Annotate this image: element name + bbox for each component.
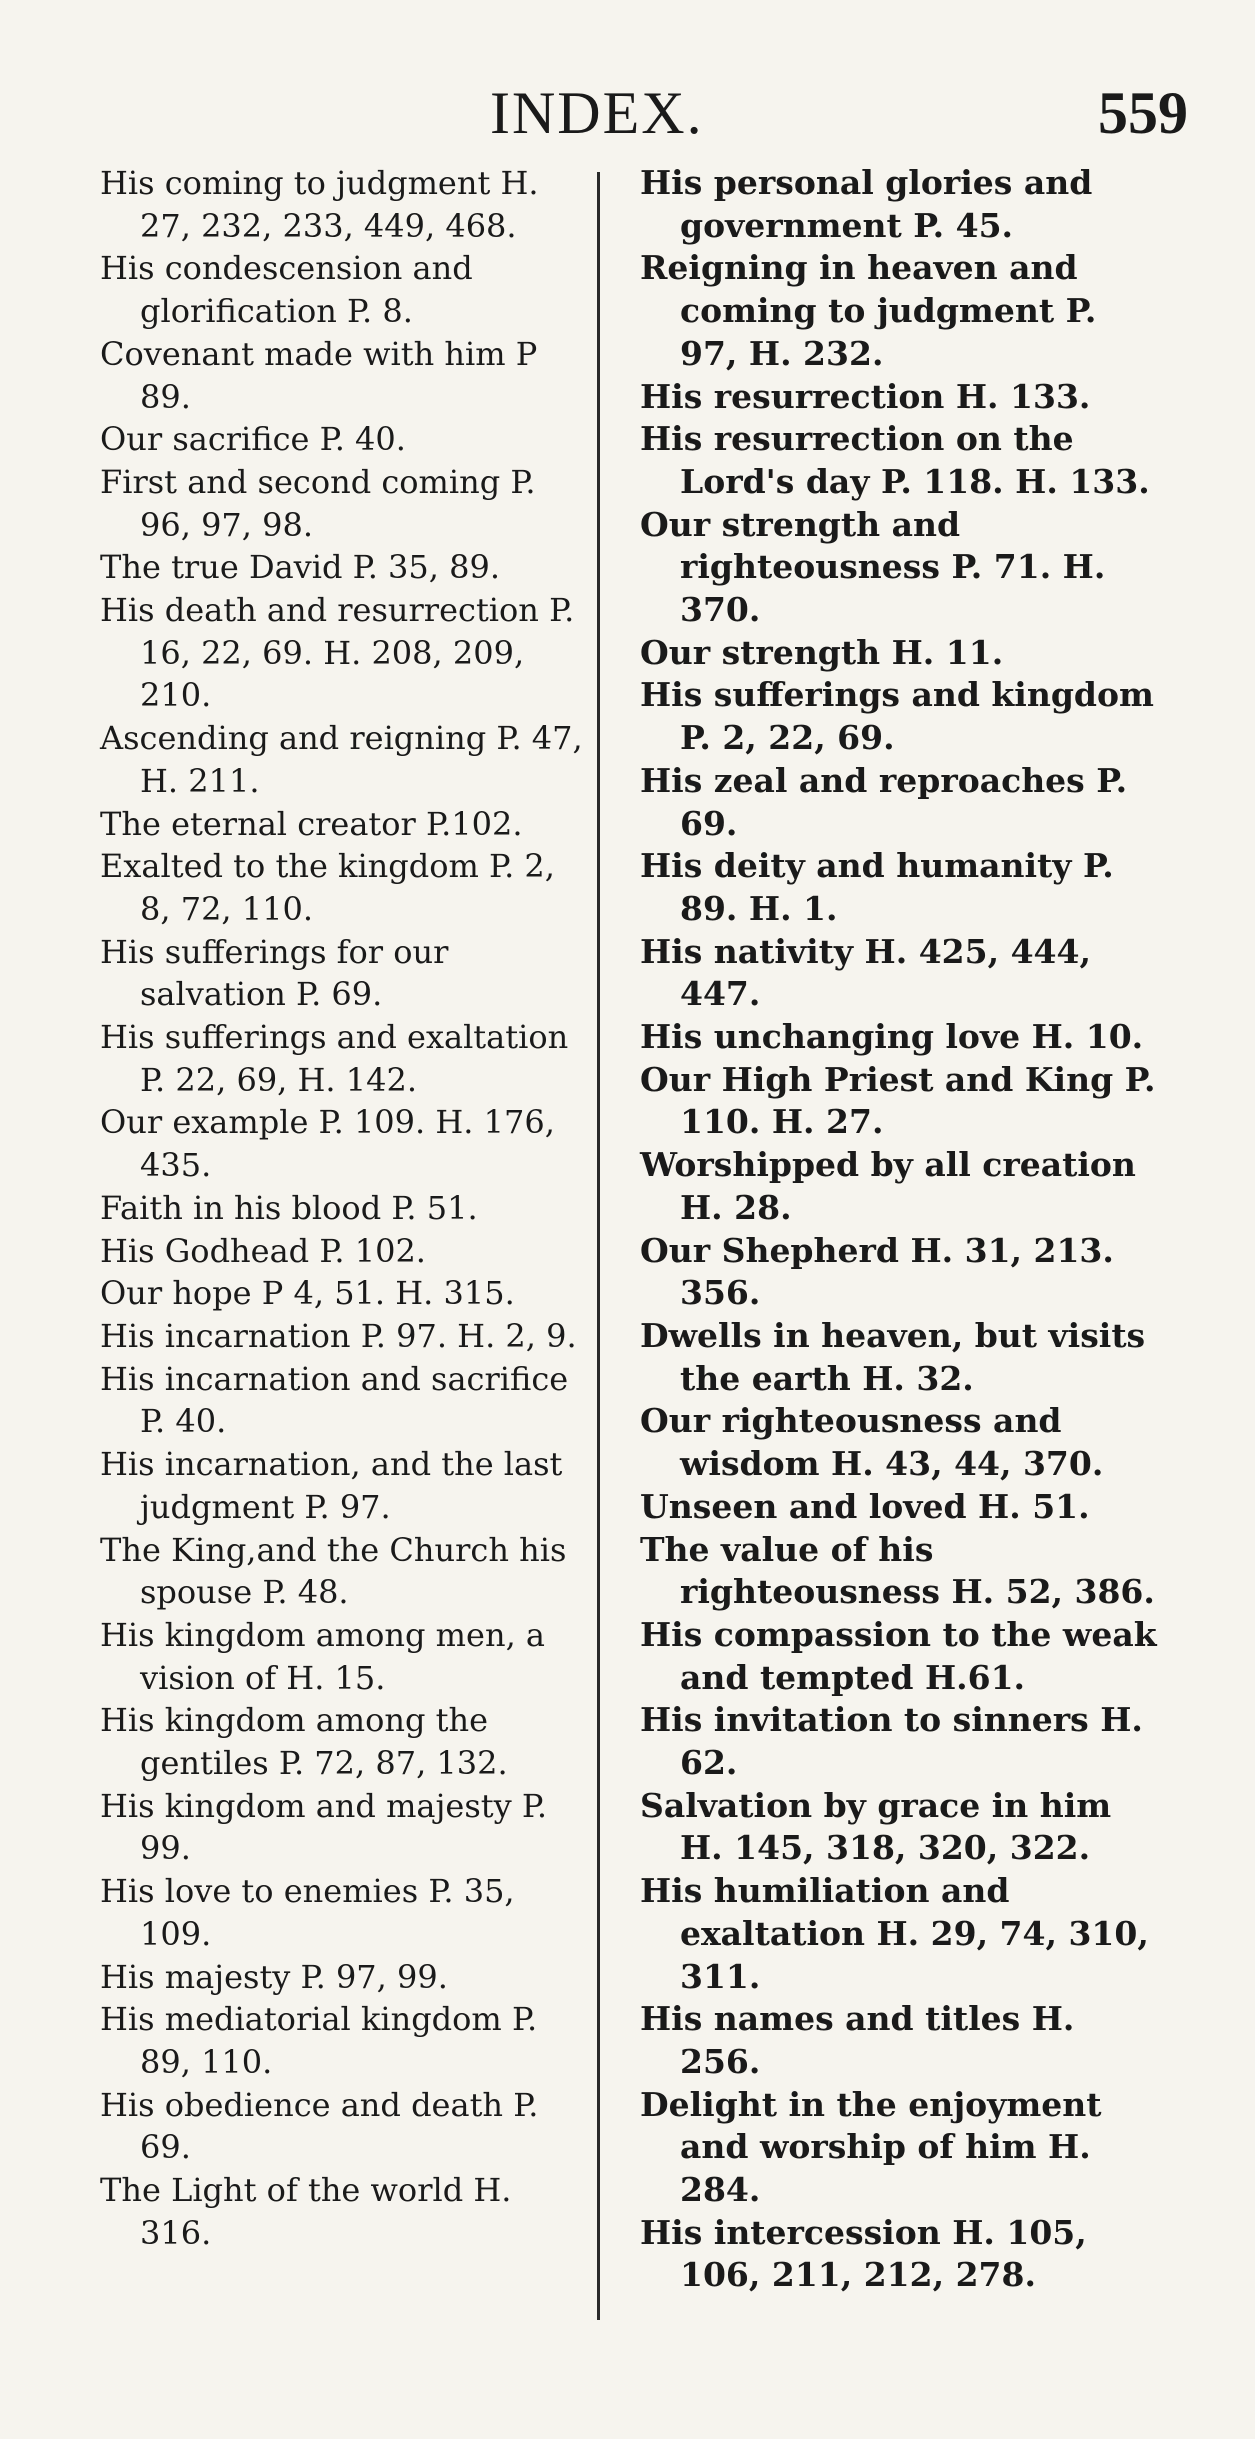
index-entry: His obedience and death P. 69. bbox=[100, 2085, 539, 2167]
index-entry: His sufferings for our salvation P. 69. bbox=[100, 932, 449, 1014]
index-entry: His zeal and reproaches P. 69. bbox=[640, 760, 1128, 843]
index-entry: Our righteousness and wisdom H. 43, 44, 370. bbox=[640, 1401, 1104, 1484]
index-entry: Our High Priest and King P. 110. H. 27. bbox=[640, 1059, 1156, 1142]
index-entry: His resurrection H. 133. bbox=[640, 376, 1091, 416]
index-entry: Our strength H. 11. bbox=[640, 632, 1004, 672]
index-entry: The Light of the world H. 316. bbox=[100, 2171, 512, 2252]
index-entry: Exalted to the kingdom P. 2, 8, 72, 110. bbox=[100, 847, 555, 928]
index-entry: His coming to judgment H. 27, 232, 233, 449, 468. bbox=[100, 164, 539, 245]
index-entry: His incarnation and sacrifice P. 40. bbox=[100, 1359, 569, 1441]
index-entry: The eternal creator P.102. bbox=[100, 804, 523, 843]
index-entry: His nativity H. 425, 444, 447. bbox=[640, 931, 1091, 1014]
page-title: INDEX. bbox=[490, 80, 704, 146]
index-entry: Our strength and righteousness P. 71. H. 370. bbox=[640, 504, 1106, 630]
index-entry: His unchanging love H. 10. bbox=[640, 1017, 1144, 1057]
index-entry: His kingdom and majesty P. 99. bbox=[100, 1786, 548, 1868]
index-entry: His incarnation P. 97. H. 2, 9. bbox=[100, 1316, 577, 1355]
index-entry: His kingdom among the gentiles P. 72, 87, 132. bbox=[100, 1701, 508, 1783]
index-entry: His love to enemies P. 35, 109. bbox=[100, 1872, 515, 1953]
index-entry: First and second coming P. 96, 97, 98. bbox=[100, 462, 536, 544]
index-entry: Worshipped by all creation H. 28. bbox=[640, 1145, 1136, 1227]
index-entry: His compassion to the weak and tempted H.61. bbox=[640, 1614, 1157, 1697]
index-entry: Our sacrifice P. 40. bbox=[100, 420, 406, 459]
index-entry: His sufferings and exaltation P. 22, 69, H. 142. bbox=[100, 1018, 569, 1099]
index-entry: The true David P. 35, 89. bbox=[100, 548, 500, 587]
index-entry: His mediatorial kingdom P. 89, 110. bbox=[100, 2000, 538, 2081]
index-right-column bbox=[640, 162, 1160, 2297]
index-entry: His invitation to sinners H. 62. bbox=[640, 1700, 1143, 1783]
index-entry: Our example P. 109. H. 176, 435. bbox=[100, 1103, 555, 1185]
index-entry: Delight in the enjoyment and worship of him H. 284. bbox=[640, 2084, 1102, 2210]
page-number: 559 bbox=[1098, 80, 1188, 146]
index-entry: Faith in his blood P. 51. bbox=[100, 1188, 478, 1227]
index-entry: The King,and the Church his spouse P. 48. bbox=[100, 1530, 567, 1612]
index-entry: Unseen and loved H. 51. bbox=[640, 1486, 1090, 1526]
index-entry: His resurrection on the Lord's day P. 118. H. 133. bbox=[640, 419, 1150, 501]
index-entry: Ascending and reigning P. 47, H. 211. bbox=[100, 719, 583, 800]
index-entry: Covenant made with him P 89. bbox=[100, 334, 538, 416]
index-entry: His humiliation and exaltation H. 29, 74, 310, 311. bbox=[640, 1871, 1149, 1996]
index-entry: Reigning in heaven and coming to judgment P. 97, H. 232. bbox=[640, 248, 1097, 373]
index-entry: His sufferings and kingdom P. 2, 22, 69. bbox=[640, 675, 1154, 758]
index-entry: His incarnation, and the last judgment P. 97. bbox=[100, 1445, 563, 1526]
index-entry: His intercession H. 105, 106, 211, 212, 278. bbox=[640, 2212, 1087, 2295]
index-entry: His names and titles H. 256. bbox=[640, 1999, 1075, 2081]
index-entry: His deity and humanity P. 89. H. 1. bbox=[640, 846, 1114, 928]
index-entry: His majesty P. 97, 99. bbox=[100, 1957, 448, 1996]
index-entry: His condescension and glorification P. 8. bbox=[100, 249, 473, 331]
index-entry: His kingdom among men, a vision of H. 15. bbox=[100, 1615, 545, 1697]
index-entry: Our hope P 4, 51. H. 315. bbox=[100, 1274, 515, 1313]
index-entry: Salvation by grace in him H. 145, 318, 320, 322. bbox=[640, 1785, 1112, 1868]
index-entry: Dwells in heaven, but visits the earth H. 32. bbox=[640, 1315, 1146, 1398]
index-entry: The value of his righteousness H. 52, 386. bbox=[640, 1529, 1155, 1612]
page-header bbox=[0, 78, 1255, 148]
index-entry: Our Shepherd H. 31, 213. 356. bbox=[640, 1230, 1114, 1313]
index-left-column bbox=[100, 162, 588, 2254]
column-divider bbox=[597, 172, 600, 2320]
index-entry: His Godhead P. 102. bbox=[100, 1231, 426, 1270]
index-entry: His personal glories and government P. 45. bbox=[640, 163, 1093, 245]
index-entry: His death and resurrection P. 16, 22, 69. H. 208, 209, 210. bbox=[100, 591, 575, 715]
